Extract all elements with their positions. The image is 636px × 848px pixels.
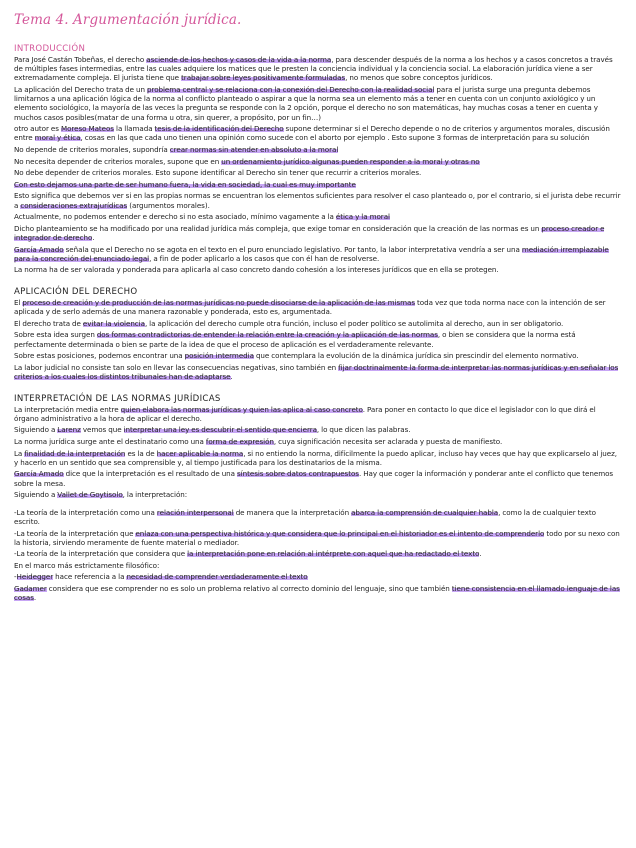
highlight: necesidad de comprender verdaderamente el texto — [126, 572, 308, 582]
paragraph: Sobre esta idea surgen dos formas contradictorias de entender la relación entre la creación y la aplicación de las normas, o bien se considera que la norma está perfectamente determinada o bien se parte de la idea de que el proceso de aplicación es el verdaderamente relevante. — [14, 330, 576, 349]
highlight: relación interpersonal — [156, 507, 234, 517]
highlight: Moreso Mateos — [60, 124, 114, 134]
paragraph: Gadamer considera que ese comprender no es solo un problema relativo al correcto dominio del lenguaje, sino que también tiene consistencia en el llamado lenguaje de las cosas. — [14, 584, 620, 603]
paragraph: La aplicación del Derecho trata de un problema central y se relaciona con la conexión del Derecho con la realidad social para el jurista surge una pregunta debemos limitarnos a una aplicación lógica de la norma al conflicto planteado o aspirar a que la norma sea un elemento más a tener en cuenta con un conjunto axiológico y un elemento sociológico, la mayoría de las veces la pregunta se responde con la 2 opción, porque el derecho no son matemáticas, hay muchas cosas a tener en cuenta y muchos casos posibles(matar de una forma u otra, sin querer, a propósito, por un fin…) — [14, 85, 598, 122]
paragraph: -La teoría de la interpretación que enlaza con una perspectiva histórica y que considera que lo principal en el historiador es el intento de comprenderlo todo por su nexo con la historia, sirviendo meramente de fuente material o mediador. — [14, 528, 620, 547]
highlight: finalidad de la interpretación — [24, 448, 126, 458]
paragraph: Sobre estas posiciones, podemos encontrar una posición intermedia que contemplara la evolución de la dinámica jurídica sin prescindir del elemento normativo. — [14, 351, 579, 361]
highlight: posición intermedia — [184, 351, 254, 361]
highlight: proceso de creación y de producción de las normas jurídicas no puede disociarse de la aplicación de las mismas — [22, 297, 416, 307]
highlight: fijar doctrinalmente la forma de interpretar las normas jurídicas y en señalar los criterios a los cuales los distintos tribunales han de adaptarse — [14, 362, 619, 381]
paragraph: -La teoría de la interpretación como una relación interpersonal de manera que la interpretación abarca la comprensión de cualquier habla, como la de cualquier texto escrito. — [14, 507, 596, 526]
paragraph: Actualmente, no podemos entender e derecho si no esta asociado, mínimo vagamente a la ética y la moral — [14, 212, 390, 222]
paragraph: otro autor es Moreso Mateos la llamada tesis de la identificación del Derecho supone determinar si el Derecho depende o no de criterios y argumentos morales, discusión entre moral y ética, cosas en las que cada uno tienen una opinión como sucede con el aborto por ejemplo . Esto supone 3 formas de interpretación para su solución — [14, 124, 610, 143]
paragraph: Para José Castán Tobeñas, el derecho asciende de los hechos y casos de la vida a la norma, para descender después de la norma a los hechos y a casos concretos a través de múltiples fases intermedias, entre las cuales adquiere los matices que le presten la conciencia individual y la conciencia social. La elaboración jurídica viene a ser extremadamente compleja. El jurista tiene que trabajar sobre leyes positivamente formuladas, no menos que sobre conceptos jurídicos. — [14, 55, 613, 83]
highlight: evitar la violencia — [82, 318, 145, 328]
highlight: abarca la comprensión de cualquier habla — [351, 507, 499, 517]
highlight: trabajar sobre leyes positivamente formuladas — [181, 73, 346, 83]
paragraph: -La teoría de la interpretación que considera que la interpretación pone en relación al intérprete con aquel que ha redactado el texto. — [14, 549, 482, 559]
highlight: Heidegger — [16, 572, 54, 582]
paragraph: El proceso de creación y de producción de las normas jurídicas no puede disociarse de la aplicación de las mismas toda vez que toda norma nace con la intención de ser aplicada y de serlo además de una manera razonable y ponderada, esto es, argumentada. — [14, 297, 606, 317]
highlight: consideraciones extrajurídicas — [20, 200, 128, 210]
paragraph — [14, 180, 622, 189]
paragraph: La finalidad de la interpretación es la de hacer aplicable la norma, si no entiendo la norma, difícilmente la puedo aplicar, incluso hay veces que hay que explicarselo al juez, y hacerlo en un sentido que sea comprensible y, al tiempo justificada para los destinatarios de la misma. — [14, 448, 618, 467]
highlight: moral y ética — [34, 133, 81, 143]
paragraph: García Amado señala que el Derecho no se agota en el texto en el puro enunciado legislativo. Por tanto, la labor interpretativa vendría a ser una mediación irremplazable para la concreción del enunciado legal, a fin de poder aplicarlo a los casos que con él han de resolverse. — [14, 244, 609, 263]
highlight: tiene consistencia en el llamado lenguaje de las cosas — [14, 584, 620, 603]
paragraph: No necesita depender de criterios morales, supone que en un ordenamiento jurídico algunas pueden responder a la moral y otras no — [14, 156, 480, 166]
highlight: crear normas sin atender en absoluto a la moral — [169, 145, 339, 154]
highlight: hacer aplicable la norma — [156, 448, 244, 458]
paragraph: La norma jurídica surge ante el destinatario como una forma de expresión, cuya significación necesita ser aclarada y puesta de manifiesto. — [14, 436, 503, 446]
paragraph: La labor judicial no consiste tan solo en llevar las consecuencias negativas, sino también en fijar doctrinalmente la forma de interpretar las normas jurídicas y en señalar los criterios a los cuales los distintos tribunales han de adaptarse. — [14, 362, 619, 381]
highlight: Larenz — [57, 425, 81, 435]
paragraph: Dicho planteamiento se ha modificado por una realidad jurídica más compleja, que exige tomar en consideración que la creación de las normas es un proceso creador e integrador de derecho. — [14, 223, 605, 242]
highlight: ética y la moral — [335, 212, 390, 222]
paragraph: En el marco más estrictamente filosófico: — [14, 560, 160, 570]
highlight: tesis de la identificación del Derecho — [154, 124, 284, 134]
highlight: proceso creador e integrador de derecho — [14, 223, 605, 242]
paragraph: -Heidegger hace referencia a la necesidad de comprender verdaderamente el texto — [14, 572, 308, 582]
highlight: interpretar una ley es descubrir el sentido que encierra — [123, 425, 317, 435]
highlight: un ordenamiento jurídico algunas pueden responder a la moral y otras no — [221, 156, 480, 166]
paragraph: Esto significa que debemos ver si en las propias normas se encuentran los elementos suficientes para resolver el caso planteado o, por el contrario, si el jurista debe recurrir a consideraciones extrajurídicas (argumentos morales). — [14, 191, 621, 210]
highlight: quien elabora las normas jurídicas y quien las aplica al caso concreto — [120, 404, 363, 414]
highlight: problema central y se relaciona con la conexión del Derecho con la realidad social — [146, 85, 435, 94]
highlight: García Amado — [14, 469, 64, 479]
highlight: dos formas contradictorias de entender la relación entre la creación y la aplicación de las normas — [96, 330, 438, 340]
paragraph: Siguiendo a Vallet de Goytisolo, la interpretación: — [14, 490, 188, 500]
highlight: forma de expresión — [205, 436, 274, 446]
paragraph: El derecho trata de evitar la violencia, la aplicación del derecho cumple otra función, incluso el poder político se autolimita al derecho, aun in ser obligatorio. — [14, 318, 564, 328]
paragraph: La interpretación media entre quien elabora las normas jurídicas y quien las aplica al caso concreto. Para poner en contacto lo que dice el legislador con lo que dirá el órgano administrativo a la hora de aplicar el derecho. — [14, 404, 596, 423]
page-title: Tema 4. Argumentación jurídica. — [14, 12, 242, 28]
highlight: mediación irremplazable para la concreción del enunciado legal — [14, 244, 609, 263]
section-heading-interpretacion: INTERPRETACIÓN DE LAS NORMAS JURÍDICAS — [14, 393, 221, 404]
paragraph: No depende de criterios morales, supondría crear normas sin atender en absoluto a la moral — [14, 145, 339, 154]
highlight: Gadamer — [14, 584, 47, 594]
highlight: García Amado — [14, 244, 64, 254]
highlight: enlaza con una perspectiva histórica y que considera que lo principal en el historiador es el intento de comprenderlo — [135, 528, 545, 538]
paragraph: Siguiendo a Larenz vemos que interpretar una ley es descubrir el sentido que encierra, lo que dicen las palabras. — [14, 425, 411, 435]
paragraph: La norma ha de ser valorada y ponderada para aplicarla al caso concreto dando cohesión a los intereses jurídicos que en ella se protegen. — [14, 265, 499, 275]
section-heading-aplicacion: APLICACIÓN DEL DERECHO — [14, 286, 138, 297]
highlight: Con esto dejamos una parte de ser humano fuera, la vida en sociedad, la cual es muy importante — [14, 179, 356, 189]
paragraph: García Amado dice que la interpretación es el resultado de una síntesis sobre datos contrapuestos. Hay que coger la información y ponderar ante el conflicto que tenemos sobre la mesa. — [14, 469, 614, 488]
highlight: asciende de los hechos y casos de la vida a la norma — [146, 55, 332, 64]
paragraph: No debe depender de criterios morales. Esto supone identificar al Derecho sin tener que recurrir a criterios morales. — [14, 168, 422, 178]
highlight: Vallet de Goytisolo — [57, 490, 123, 500]
highlight: la interpretación pone en relación al intérprete con aquel que ha redactado el texto — [187, 549, 480, 559]
section-heading-introduccion: INTRODUCCIÓN — [14, 44, 86, 54]
highlight: síntesis sobre datos contrapuestos — [237, 469, 359, 479]
